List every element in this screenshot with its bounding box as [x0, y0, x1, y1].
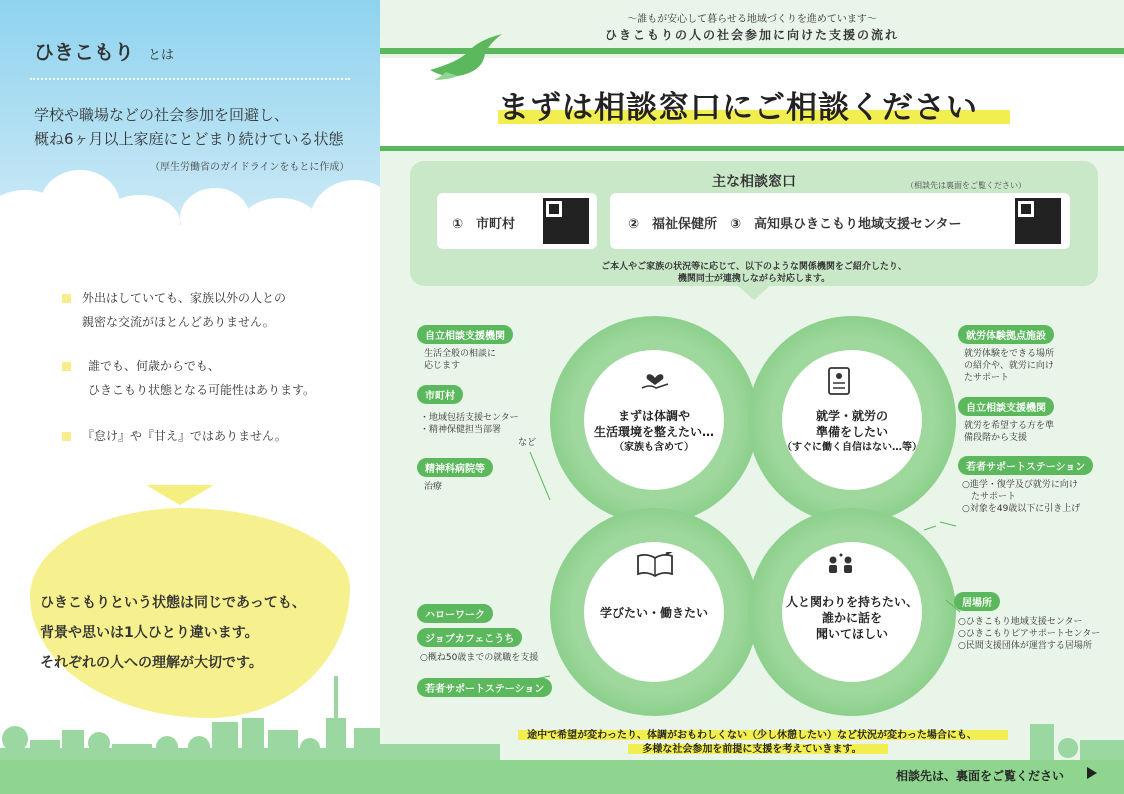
footer-text[interactable]: 相談先は、裏面をご覧ください: [896, 769, 1065, 783]
tag-description: [962, 479, 1080, 515]
bird-icon: [428, 32, 508, 82]
circle-line: まずは体調や: [617, 409, 690, 423]
desc-line: など: [518, 438, 537, 448]
tree-icon: [300, 738, 320, 758]
circle-line: 準備をしたい: [815, 425, 888, 439]
tree-icon: [156, 736, 178, 758]
desc-line: たサポート: [964, 373, 1010, 383]
building: [112, 744, 152, 752]
message-blob: [30, 508, 350, 718]
tree-icon: [1058, 738, 1078, 758]
desc-line: 応じます: [424, 361, 461, 371]
circle-line: 生活環境を整えたい…: [593, 425, 714, 439]
tag-hello-work: ハローワーク: [417, 604, 493, 623]
consult-window-label: ② 福祉保健所 ③ 高知県ひきこもり地域支援センター: [628, 217, 962, 232]
bullet-line: 外出はしていても、家族以外の人との: [82, 291, 287, 305]
desc-line: 就労体験をできる場所: [964, 349, 1055, 359]
tag-description: [964, 420, 1054, 444]
consult-title: 主な相談窓口: [712, 174, 796, 190]
bullet-line: 親密な交流がほとんどありません。: [82, 315, 275, 329]
circle-line: 人と関わりを持ちたい、: [785, 595, 918, 609]
building: [1080, 740, 1124, 760]
message-line: 背景や思いは1人ひとり違います。: [40, 625, 259, 641]
tag-independence-support: 自立相談支援機関: [417, 325, 513, 344]
qr-code-icon[interactable]: [1015, 198, 1061, 244]
desc-line: ○対象を49歳以下に引き上げ: [962, 504, 1081, 514]
bottom-note: 多様な社会参加を前提に支援を考えていきます。: [642, 744, 862, 755]
desc-line: ○進学・復学及び就労に向け: [962, 480, 1078, 490]
bullet-text: [82, 286, 286, 334]
tag-description: [424, 348, 496, 372]
circle-line-small: （家族も含めて）: [614, 442, 694, 453]
desc-line: たサポート: [962, 492, 1017, 502]
bullet-text: [88, 354, 315, 402]
tag-youth-support-station: 若者サポートステーション: [417, 678, 552, 697]
header-bar-bottom: [380, 146, 1124, 151]
tag-municipality: 市町村: [417, 385, 463, 404]
consult-description: 機関同士が連携しながら対応します。: [677, 274, 831, 284]
tag-description: [958, 616, 1100, 652]
dotted-divider: [30, 78, 350, 80]
definition-line: 学校や職場などの社会参加を回避し、: [34, 106, 290, 124]
desc-line: ・地域包括支援センター: [420, 413, 519, 423]
desc-line: 備段階から支援: [964, 433, 1028, 443]
pointer-arrow: [738, 286, 770, 300]
tag-ibasho: 居場所: [954, 592, 1000, 611]
desc-line: 就労を希望する方を準: [964, 421, 1055, 431]
building: [1030, 724, 1054, 760]
bullet-line: 『怠け』や『甘え』ではありません。: [82, 429, 287, 443]
desc-line: ・精神保健担当部署: [420, 425, 502, 435]
subtitle-main: ひきこもりの人の社会参加に向けた支援の流れ: [604, 28, 899, 42]
definition-note: （厚生労働省のガイドラインをもとに作成）: [150, 162, 350, 173]
title-row: [34, 36, 174, 65]
down-arrow-icon: [146, 485, 214, 505]
play-arrow-icon[interactable]: [1087, 767, 1097, 779]
tag-youth-support-station: 若者サポートステーション: [958, 456, 1093, 475]
bullet-square: [62, 294, 71, 303]
building: [354, 728, 380, 752]
bullet-text: [82, 424, 287, 448]
circle-line: 就学・就労の: [815, 409, 888, 423]
circle-line: 誰かに話を: [821, 611, 882, 625]
tag-description: [420, 412, 519, 436]
circle-line: 聞いてほしい: [815, 627, 888, 641]
bullet-square: [62, 362, 71, 371]
tree-icon: [2, 726, 28, 752]
building: [380, 744, 500, 760]
building: [212, 722, 238, 752]
tree-icon: [88, 732, 110, 754]
bullet-line: ひきこもり状態となる可能性はあります。: [88, 383, 316, 397]
tag-job-cafe: ジョブカフェこうち: [417, 628, 522, 647]
circle-line: 学びたい・働きたい: [599, 606, 708, 620]
desc-line: 治療: [424, 482, 443, 492]
consult-description: ご本人やご家族の状況等に応じて、以下のような関係機関をご紹介したり、: [601, 262, 907, 272]
desc-line: ○ひきこもりピアサポートセンター: [958, 629, 1101, 639]
building: [30, 740, 60, 750]
consult-note: （相談先は裏面をご覧ください）: [906, 181, 1026, 190]
tag-description: [964, 348, 1054, 384]
desc-line: の紹介や、就労に向け: [964, 361, 1054, 371]
consult-window-label: ① 市町村: [452, 217, 516, 232]
bullet-line: 誰でも、何歳からでも、: [88, 359, 220, 373]
left-panel: [0, 0, 380, 794]
tag-psychiatric-hospital: 精神科病院等: [417, 458, 493, 477]
title-suffix: とは: [148, 48, 175, 63]
tree-icon: [188, 736, 210, 758]
bullet-square: [62, 432, 71, 441]
building: [242, 718, 264, 752]
headline: まずは相談窓口にご相談ください: [498, 90, 978, 126]
tower-base: [326, 718, 346, 752]
desc-line: ○ひきこもり地域支援センター: [958, 617, 1083, 627]
bottom-note: 途中で希望が変わったり、体調がおもわしくない（少し休憩したい）など状況が変わった場合にも、: [527, 730, 977, 741]
building: [268, 730, 298, 752]
circle-line-small: （すぐに働く自信はない…等）: [782, 442, 922, 453]
definition-line: 概ね6ヶ月以上家庭にとどまり続けている状態: [34, 130, 344, 148]
tag-independence-support: 自立相談支援機関: [958, 397, 1054, 416]
message-line: それぞれの人への理解が大切です。: [40, 655, 263, 671]
subtitle: ～誰もが安心して暮らせる地域づくりを進めています～: [627, 14, 877, 25]
page-title: ひきこもり: [34, 40, 134, 64]
desc-line: ○民間支援団体が運営する居場所: [958, 641, 1092, 651]
message-line: ひきこもりという状態は同じであっても、: [40, 595, 306, 611]
desc-line: 生活全般の相談に: [424, 349, 497, 359]
desc-line: ○概ね50歳までの就職を支援: [420, 653, 539, 663]
qr-code-icon[interactable]: [543, 198, 589, 244]
cloud-base: [0, 225, 380, 265]
tag-work-experience-facility: 就労体験拠点施設: [958, 325, 1054, 344]
building: [62, 730, 84, 750]
